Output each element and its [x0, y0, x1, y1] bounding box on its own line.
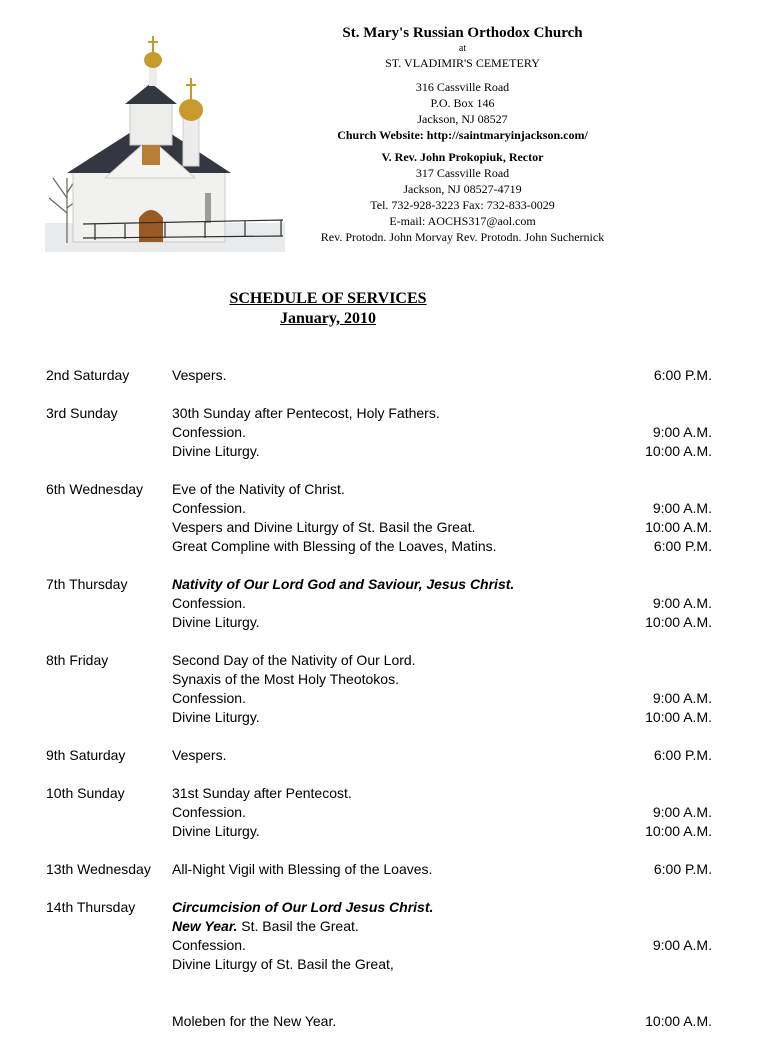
service-description [172, 423, 246, 442]
service-description [172, 822, 260, 841]
service-text: Moleben for the New Year. [172, 1013, 337, 1029]
service-description [172, 955, 394, 974]
rector-address-street: 317 Cassville Road [415, 166, 510, 180]
schedule-line [46, 480, 712, 499]
schedule-day: 14th Thursday [46, 899, 136, 915]
schedule-line [46, 594, 712, 613]
church-address-po-box: P.O. Box 146 [430, 96, 495, 110]
service-time: 10:00 A.M. [645, 1013, 712, 1029]
service-text: 30th Sunday after Pentecost, Holy Fathers. [172, 405, 440, 421]
service-description [172, 708, 260, 727]
church-illustration [45, 28, 285, 252]
service-time: 6:00 P.M. [653, 747, 712, 763]
schedule-line [46, 955, 712, 974]
schedule-line [46, 499, 712, 518]
service-description [172, 537, 497, 556]
schedule-line [46, 442, 712, 461]
service-description [172, 518, 476, 537]
schedule-day: 8th Friday [46, 652, 109, 668]
service-text: Confession. [172, 500, 246, 516]
church-name: St. Mary's Russian Orthodox Church [342, 25, 583, 41]
schedule-day-block [46, 480, 712, 556]
schedule-day-block [46, 898, 712, 1031]
service-text: Vespers. [172, 747, 227, 763]
schedule-line [46, 898, 712, 917]
service-description [172, 917, 359, 936]
service-time: 6:00 P.M. [653, 538, 712, 554]
service-time: 9:00 A.M. [652, 690, 712, 706]
schedule-line [46, 537, 712, 556]
service-description [172, 803, 246, 822]
service-description [172, 670, 399, 689]
schedule-list [46, 366, 712, 1050]
schedule-title: SCHEDULE OF SERVICES [229, 290, 427, 307]
schedule-line [46, 689, 712, 708]
rector-address-city: Jackson, NJ 08527-4719 [403, 182, 522, 196]
schedule-line [46, 917, 712, 936]
schedule-line [46, 784, 712, 803]
service-text: Vespers. [172, 367, 227, 383]
church-photo [45, 28, 285, 252]
service-time: 10:00 A.M. [645, 443, 712, 459]
schedule-line [46, 670, 712, 689]
service-description [172, 594, 246, 613]
schedule-day-block [46, 746, 712, 765]
service-text: Vespers and Divine Liturgy of St. Basil the Great. [172, 519, 476, 535]
service-time: 10:00 A.M. [645, 519, 712, 535]
service-text: Synaxis of the Most Holy Theotokos. [172, 671, 399, 687]
service-time: 9:00 A.M. [652, 937, 712, 953]
service-text: 31st Sunday after Pentecost. [172, 785, 352, 801]
schedule-day: 13th Wednesday [46, 861, 151, 877]
service-description [172, 689, 246, 708]
service-text: Divine Liturgy. [172, 823, 260, 839]
schedule-line [46, 651, 712, 670]
service-description [172, 442, 260, 461]
schedule-day: 6th Wednesday [46, 481, 144, 497]
feast-name: Nativity of Our Lord God and Saviour, Jesus Christ. [172, 576, 515, 592]
service-description [172, 480, 345, 499]
schedule-line [46, 575, 712, 594]
service-text: Divine Liturgy. [172, 709, 260, 725]
schedule-day-block [46, 860, 712, 879]
schedule-day-block [46, 404, 712, 461]
service-text: All-Night Vigil with Blessing of the Loaves. [172, 861, 433, 877]
schedule-day-block [46, 366, 712, 385]
service-description [172, 575, 514, 594]
service-time: 6:00 P.M. [653, 861, 712, 877]
schedule-line [46, 860, 712, 879]
clergy-names: Rev. Protodn. John Morvay Rev. Protodn. John Suchernick [320, 230, 605, 244]
service-text: Confession. [172, 424, 246, 440]
service-time: 10:00 A.M. [645, 823, 712, 839]
church-address-street: 316 Cassville Road [415, 80, 510, 94]
schedule-day-block [46, 784, 712, 841]
service-time: 9:00 A.M. [652, 804, 712, 820]
service-time: 9:00 A.M. [652, 500, 712, 516]
schedule-titles [0, 289, 656, 329]
service-description [172, 936, 246, 955]
service-text: Confession. [172, 595, 246, 611]
schedule-line [46, 613, 712, 632]
service-text: Eve of the Nativity of Christ. [172, 481, 345, 497]
schedule-line [46, 1012, 712, 1031]
schedule-line [46, 822, 712, 841]
service-description [172, 613, 260, 632]
service-description [172, 898, 433, 917]
schedule-line [46, 936, 712, 955]
service-description [172, 651, 416, 670]
service-description [172, 404, 440, 423]
service-description [172, 366, 226, 385]
at-label: at [458, 43, 467, 54]
schedule-month: January, 2010 [279, 310, 376, 327]
schedule-day-block [46, 651, 712, 727]
service-time: 10:00 A.M. [645, 709, 712, 725]
schedule-line [46, 518, 712, 537]
service-time: 9:00 A.M. [652, 424, 712, 440]
schedule-line [46, 366, 712, 385]
service-description [172, 860, 432, 879]
schedule-day: 7th Thursday [46, 576, 128, 592]
schedule-line [46, 708, 712, 727]
service-text: Divine Liturgy. [172, 443, 260, 459]
feast-name: New Year. [172, 918, 238, 934]
service-text: Divine Liturgy. [172, 614, 260, 630]
rector-name: V. Rev. John Prokopiuk, Rector [381, 150, 544, 164]
service-text: Divine Liturgy of St. Basil the Great, [172, 956, 394, 972]
email: E-mail: AOCHS317@aol.com [389, 214, 536, 228]
church-website: Church Website: http://saintmaryinjackson.com/ [337, 128, 588, 142]
service-description [172, 784, 352, 803]
service-text: Confession. [172, 690, 246, 706]
schedule-day-block [46, 575, 712, 632]
schedule-day: 2nd Saturday [46, 367, 130, 383]
phone-fax: Tel. 732-928-3223 Fax: 732-833-0029 [370, 198, 555, 212]
service-time: 10:00 A.M. [645, 614, 712, 630]
schedule-day: 3rd Sunday [46, 405, 118, 421]
service-time: 9:00 A.M. [652, 595, 712, 611]
schedule-line [46, 423, 712, 442]
cemetery-name: ST. VLADIMIR'S CEMETERY [385, 56, 540, 70]
service-description [172, 746, 226, 765]
feast-name: Circumcision of Our Lord Jesus Christ. [172, 899, 434, 915]
schedule-line [46, 746, 712, 765]
letterhead [300, 24, 625, 245]
schedule-day: 10th Sunday [46, 785, 125, 801]
schedule-line [46, 803, 712, 822]
service-text: St. Basil the Great. [237, 918, 359, 934]
schedule-line [46, 404, 712, 423]
service-description [172, 499, 246, 518]
service-text: Confession. [172, 937, 246, 953]
service-time: 6:00 P.M. [653, 367, 712, 383]
service-text: Confession. [172, 804, 246, 820]
schedule-day: 9th Saturday [46, 747, 126, 763]
service-text: Second Day of the Nativity of Our Lord. [172, 652, 416, 668]
service-text: Great Compline with Blessing of the Loaves, Matins. [172, 538, 497, 554]
service-description [172, 1012, 336, 1031]
church-address-city: Jackson, NJ 08527 [417, 112, 508, 126]
